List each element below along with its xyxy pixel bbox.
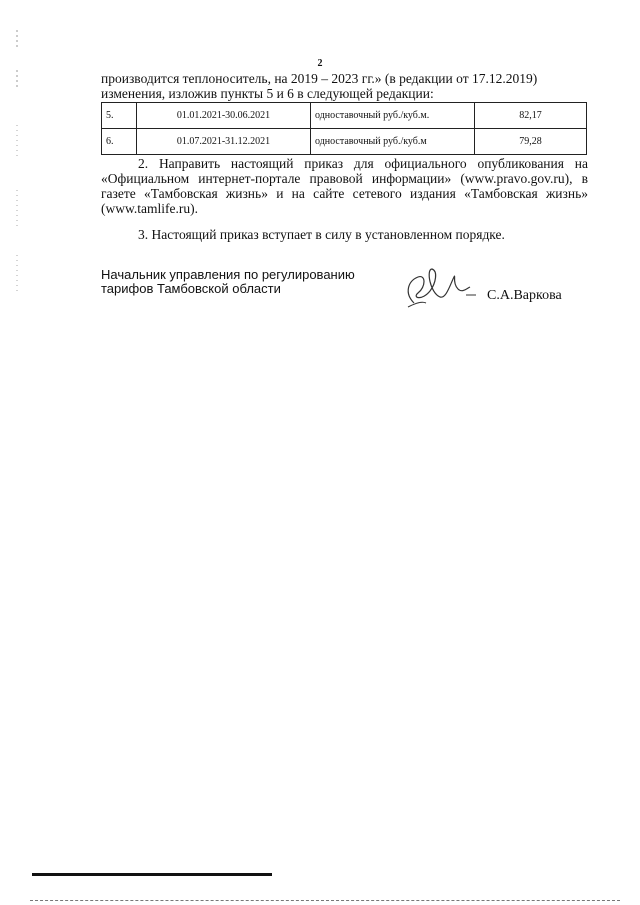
margin-scan-marks xyxy=(14,30,20,300)
unit-cell: одноставочный руб./куб.м. xyxy=(311,103,475,129)
footer-rule xyxy=(32,873,272,876)
period-cell: 01.07.2021-31.12.2021 xyxy=(137,129,311,155)
table-row xyxy=(102,103,587,129)
signer-position-line-1: Начальник управления по регулированию xyxy=(101,267,355,282)
tariff-value-cell: 82,17 xyxy=(475,103,587,129)
signer-position xyxy=(101,268,355,296)
intro-line-1: производится теплоноситель, на 2019 – 2023 гг.» (в редакции от 17.12.2019) xyxy=(101,71,538,86)
row-number: 6. xyxy=(102,129,137,155)
item-3-paragraph: 3. Настоящий приказ вступает в силу в установленном порядке. xyxy=(138,227,505,242)
bottom-scan-edge xyxy=(30,900,620,903)
handwritten-signature xyxy=(396,263,481,313)
unit-cell: одноставочный руб./куб.м xyxy=(311,129,475,155)
tariff-value-cell: 79,28 xyxy=(475,129,587,155)
tariff-table xyxy=(101,102,587,155)
period-cell: 01.01.2021-30.06.2021 xyxy=(137,103,311,129)
item-2-paragraph: 2. Направить настоящий приказ для официального опубликования на «Официальном интернет-портале правовой информации» (www.pravo.gov.ru), в газете «Тамбовская жизнь» и на сайте сетевого издания «Тамбовская жизнь» (www.tamlife.ru). xyxy=(101,156,588,216)
signer-name: С.А.Варкова xyxy=(487,288,562,303)
intro-line-2: изменения, изложив пункты 5 и 6 в следующей редакции: xyxy=(101,86,434,101)
table-row xyxy=(102,129,587,155)
signer-position-line-2: тарифов Тамбовской области xyxy=(101,281,281,296)
page-number: 2 xyxy=(317,58,323,69)
intro-paragraph xyxy=(101,71,588,101)
row-number: 5. xyxy=(102,103,137,129)
